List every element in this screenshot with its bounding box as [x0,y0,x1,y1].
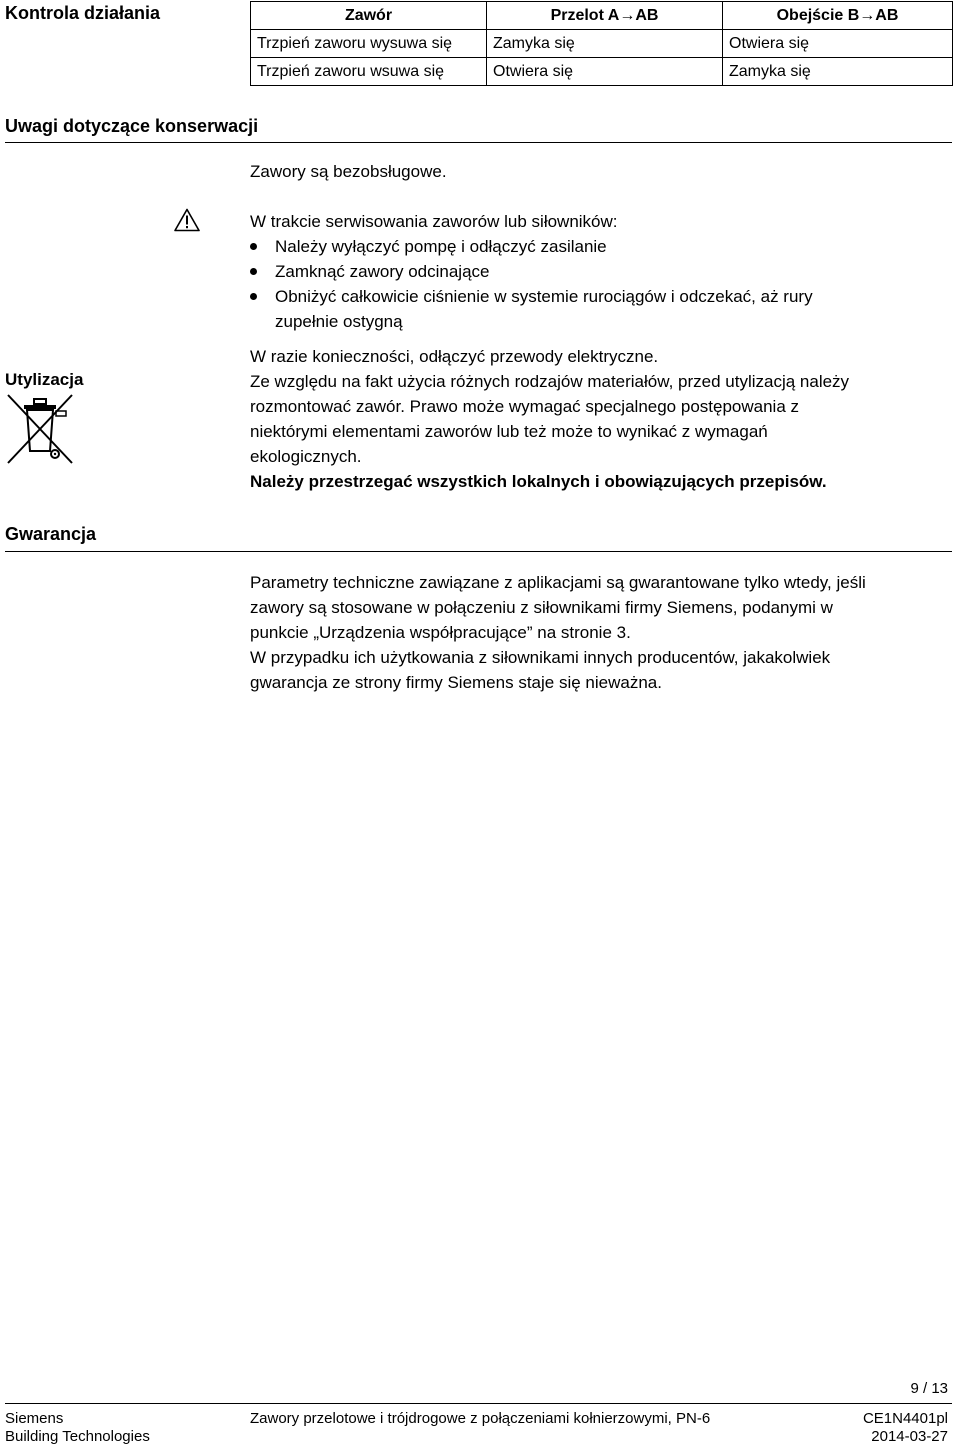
footer-doc-title: Zawory przelotowe i trójdrogowe z połączeniami kołnierzowymi, PN-6 [250,1410,711,1427]
warning-triangle-icon [174,208,200,237]
bullet-dot [250,268,257,275]
table-cell: Trzpień zaworu wsuwa się [251,58,487,86]
list-item: Należy wyłączyć pompę i odłączyć zasilanie [275,237,607,256]
bullet-dot [250,243,257,250]
section-title-function-check: Kontrola działania [5,3,161,23]
warranty-line: punkcie „Urządzenia współpracujące” na stronie 3. [250,623,631,642]
table-cell: Zamyka się [487,30,723,58]
disposal-notice: Należy przestrzegać wszystkich lokalnych i obowiązujących przepisów. [250,472,827,491]
section-title-maintenance: Uwagi dotyczące konserwacji [5,116,259,136]
section-title-disposal: Utylizacja [5,370,84,389]
table-cell: Trzpień zaworu wysuwa się [251,30,487,58]
maintenance-closing: W razie konieczności, odłączyć przewody elektryczne. [250,347,659,366]
footer-date: 2014-03-27 [871,1428,948,1445]
table-cell: Zamyka się [723,58,953,86]
disposal-line: rozmontować zawór. Prawo może wymagać specjalnego postępowania z [250,397,799,416]
table-header-cell: Obejście B→AB [723,2,953,30]
table-cell: Otwiera się [487,58,723,86]
table-cell: Otwiera się [723,30,953,58]
table-row [251,58,953,86]
warranty-line: Parametry techniczne zawiązane z aplikacjami są gwarantowane tylko wtedy, jeśli [250,573,866,592]
warranty-line: gwarancja ze strony firmy Siemens staje się nieważna. [250,673,662,692]
bullet-dot [250,293,257,300]
warranty-line: zawory są stosowane w połączeniu z siłownikami firmy Siemens, podanymi w [250,598,833,617]
crossed-bin-icon [6,393,74,470]
table-row [251,30,953,58]
table-header-cell: Przelot A→AB [487,2,723,30]
list-item-continuation: zupełnie ostygną [275,312,403,331]
warranty-line: W przypadku ich użytkowania z siłownikami innych producentów, jakakolwiek [250,648,831,667]
page-number: 9 / 13 [910,1380,948,1397]
service-heading: W trakcie serwisowania zaworów lub siłowników: [250,212,618,231]
maintenance-intro: Zawory są bezobsługowe. [250,162,447,181]
list-item: Obniżyć całkowicie ciśnienie w systemie rurociągów i odczekać, aż rury [275,287,813,306]
table-header-row [251,2,953,30]
disposal-line: Ze względu na fakt użycia różnych rodzajów materiałów, przed utylizacją należy [250,372,850,391]
list-item: Zamknąć zawory odcinające [275,262,490,281]
footer-divider [5,1403,952,1404]
footer-doc-id: CE1N4401pl [862,1410,948,1427]
table-header-cell: Zawór [251,2,487,30]
section-title-warranty: Gwarancja [5,524,97,544]
disposal-line: ekologicznych. [250,447,362,466]
section-divider [5,551,952,552]
section-divider [5,142,952,143]
valve-function-table [250,1,953,86]
footer-division: Building Technologies [5,1428,150,1445]
footer-company: Siemens [5,1410,64,1427]
disposal-line: niektórymi elementami zaworów lub też może to wynikać z wymagań [250,422,768,441]
